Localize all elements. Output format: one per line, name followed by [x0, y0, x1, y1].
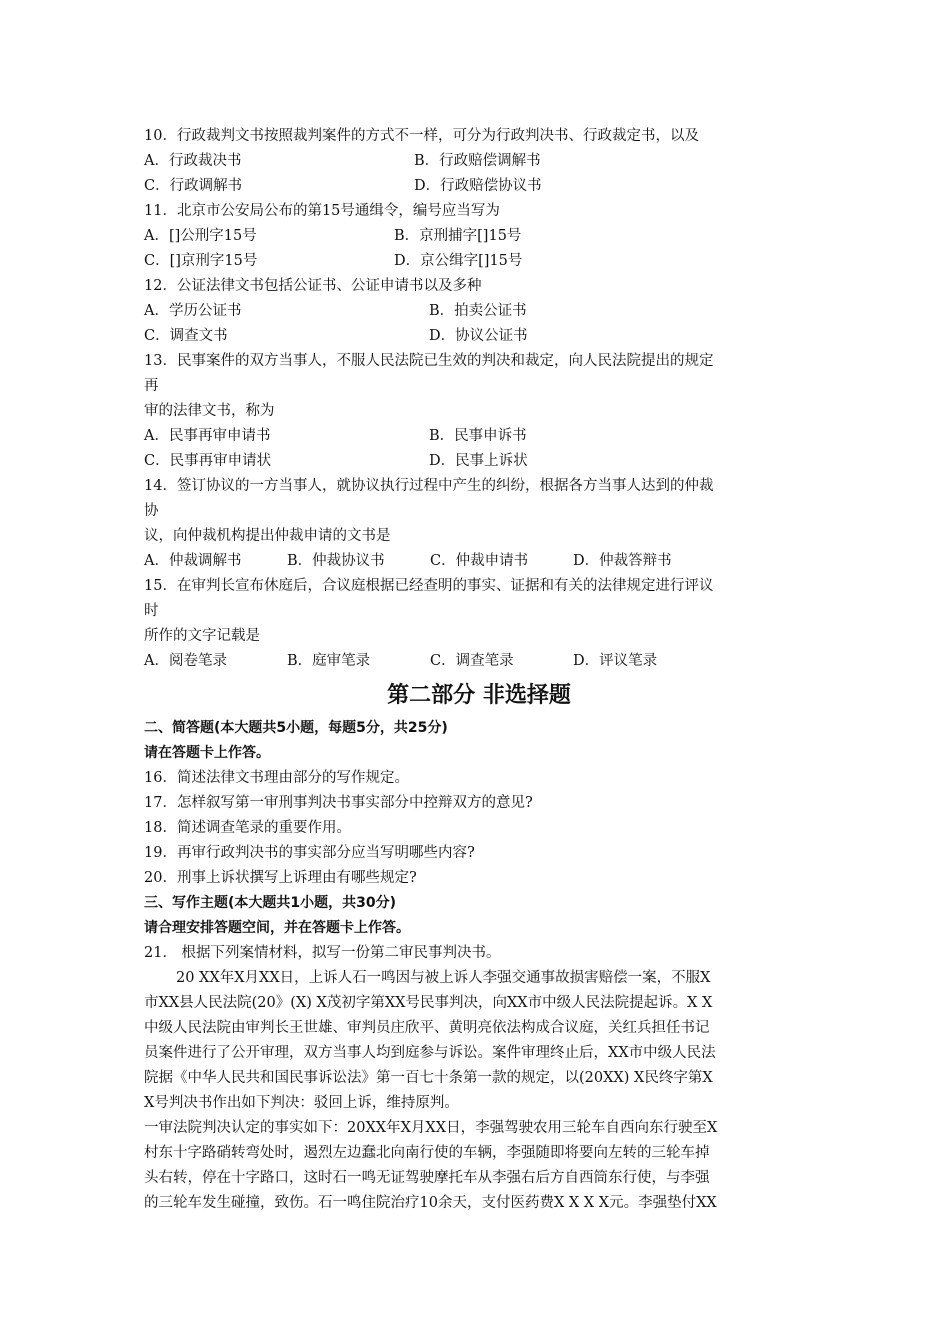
paragraph-line: X号判决书作出如下判决：驳回上诉，维持原判。 — [144, 1095, 459, 1111]
option-d: D．协议公证书 — [429, 328, 528, 344]
option-a: A．阅卷笔录 — [144, 653, 227, 669]
option-d: D．评议笔录 — [573, 653, 658, 669]
part-two-title: 第二部分 非选择题 — [387, 683, 571, 708]
option-d: D．仲裁答辩书 — [573, 553, 672, 569]
question-20: 20．刑事上诉状撰写上诉理由有哪些规定? — [144, 870, 417, 886]
question-14-stem-line-2: 协 — [144, 503, 159, 519]
option-b: B．京刑捕字[]15号 — [394, 228, 522, 244]
paragraph-line: 一审法院判决认定的事实如下：20XX年X月XX日，李强驾驶农用三轮车自西向东行驶至X — [144, 1120, 718, 1136]
option-c: C．行政调解书 — [144, 178, 243, 194]
option-c: C．[]京刑字15号 — [144, 253, 258, 269]
question-13-stem-line-1: 13．民事案件的双方当事人，不服人民法院已生效的判决和裁定，向人民法院提出的规定 — [144, 353, 714, 369]
question-12-options-row-2 — [144, 324, 814, 349]
paragraph-line: 村东十字路硝转弯处时，遏烈左边蠢北向南行使的车辆，李强随即将要向左转的三轮车掉 — [144, 1145, 710, 1161]
paragraph-line: 员案件进行了公开审理，双方当事人均到庭参与诉讼。案件审理终止后，XX市中级人民法 — [144, 1045, 716, 1061]
question-11-stem: 11．北京市公安局公布的第15号通缉令，编号应当写为 — [144, 203, 500, 219]
option-b: B．民事申诉书 — [429, 428, 527, 444]
paragraph-line: 市XX县人民法院(20》(X) X茂初字第XX号民事判决，向XX市中级人民法院提起诉。X X — [144, 995, 713, 1011]
paragraph-line: 中级人民法院由审判长王世雄、审判员庄欣平、黄明亮依法构成合议庭，关红兵担任书记 — [144, 1020, 710, 1036]
option-d: D．民事上诉状 — [429, 453, 528, 469]
case-paragraph-2 — [144, 1116, 814, 1216]
question-14-stem-line-1: 14．签订协议的一方当事人，就协议执行过程中产生的纠纷，根据各方当事人达到的仲裁 — [144, 478, 714, 494]
question-15-stem-line-1: 15．在审判长宣布休庭后，合议庭根据已经查明的事实、证据和有关的法律规定进行评议 — [144, 578, 714, 594]
question-10-options-row-2 — [144, 174, 814, 199]
paragraph-line: 的三轮车发生碰撞，致伤。石一鸣住院治疗10余天，支付医药费X X X X元。李强垫付XX — [144, 1195, 717, 1211]
question-17: 17．怎样叙写第一审刑事判决书事实部分中控辩双方的意见? — [144, 795, 533, 811]
question-14-stem-line-3: 议，向仲裁机构提出仲裁申请的文书是 — [144, 528, 391, 544]
question-10-stem: 10．行政裁判文书按照裁判案件的方式不一样，可分为行政判决书、行政裁定书，以及 — [144, 128, 699, 144]
question-18: 18．简述调查笔录的重要作用。 — [144, 820, 351, 836]
option-b: B．拍卖公证书 — [429, 303, 527, 319]
question-19: 19．再审行政判决书的事实部分应当写明哪些内容? — [144, 845, 475, 861]
question-21: 21． 根据下列案情材料，拟写一份第二审民事判决书。 — [144, 945, 501, 961]
option-b: B．仲裁协议书 — [287, 553, 385, 569]
question-15-stem-line-3: 所作的文字记载是 — [144, 628, 260, 644]
option-c: C．民事再审申请状 — [144, 453, 272, 469]
option-b: B．行政赔偿调解书 — [414, 153, 541, 169]
question-15-options-row — [144, 649, 814, 674]
paragraph-line: 院据《中华人民共和国民事诉讼法》第一百七十条第一款的规定，以(20XX) X民终字第X — [144, 1070, 713, 1086]
option-a: A．行政裁决书 — [144, 153, 242, 169]
question-13-stem-line-3: 审的法律文书，称为 — [144, 403, 275, 419]
option-a: A．仲裁调解书 — [144, 553, 242, 569]
option-c: C．仲裁申请书 — [430, 553, 529, 569]
question-14-options-row — [144, 549, 814, 574]
option-d: D．行政赔偿协议书 — [414, 178, 542, 194]
question-16: 16．简述法律文书理由部分的写作规定。 — [144, 770, 409, 786]
option-c: C．调查笔录 — [430, 653, 514, 669]
question-13-options-row-1 — [144, 424, 814, 449]
paragraph-line: 头右转，停在十字路口，这时石一鸣无证驾驶摩托车从李强右后方自西筒东行使，与李强 — [144, 1170, 710, 1186]
option-d: D．京公缉字[]15号 — [394, 253, 523, 269]
case-paragraph-1 — [144, 966, 814, 1116]
question-13-stem-line-2: 再 — [144, 378, 159, 394]
option-a: A．民事再审申请书 — [144, 428, 271, 444]
section-3-heading: 三、写作主题(本大题共1小题，共30分) — [144, 895, 397, 911]
paragraph-line: 20 XX年X月XX日，上诉人石一鸣因与被上诉人李强交通事故损害赔偿一案，不服X — [176, 970, 711, 986]
question-12-options-row-1 — [144, 299, 814, 324]
question-12-stem: 12．公证法律文书包括公证书、公证申请书以及多种 — [144, 278, 482, 294]
question-15-stem-line-2: 时 — [144, 603, 159, 619]
question-10-options-row-1 — [144, 149, 814, 174]
section-3-note: 请合理安排答题空间，并在答题卡上作答。 — [144, 920, 410, 936]
question-13-options-row-2 — [144, 449, 814, 474]
option-b: B．庭审笔录 — [287, 653, 371, 669]
question-11-options-row-2 — [144, 249, 814, 274]
option-a: A．学历公证书 — [144, 303, 242, 319]
option-a: A．[]公刑字15号 — [144, 228, 257, 244]
section-2-note: 请在答题卡上作答。 — [144, 745, 270, 761]
section-2-heading: 二、简答题(本大题共5小题，每题5分，共25分) — [144, 720, 448, 736]
exam-page — [144, 124, 814, 1216]
question-11-options-row-1 — [144, 224, 814, 249]
option-c: C．调查文书 — [144, 328, 228, 344]
